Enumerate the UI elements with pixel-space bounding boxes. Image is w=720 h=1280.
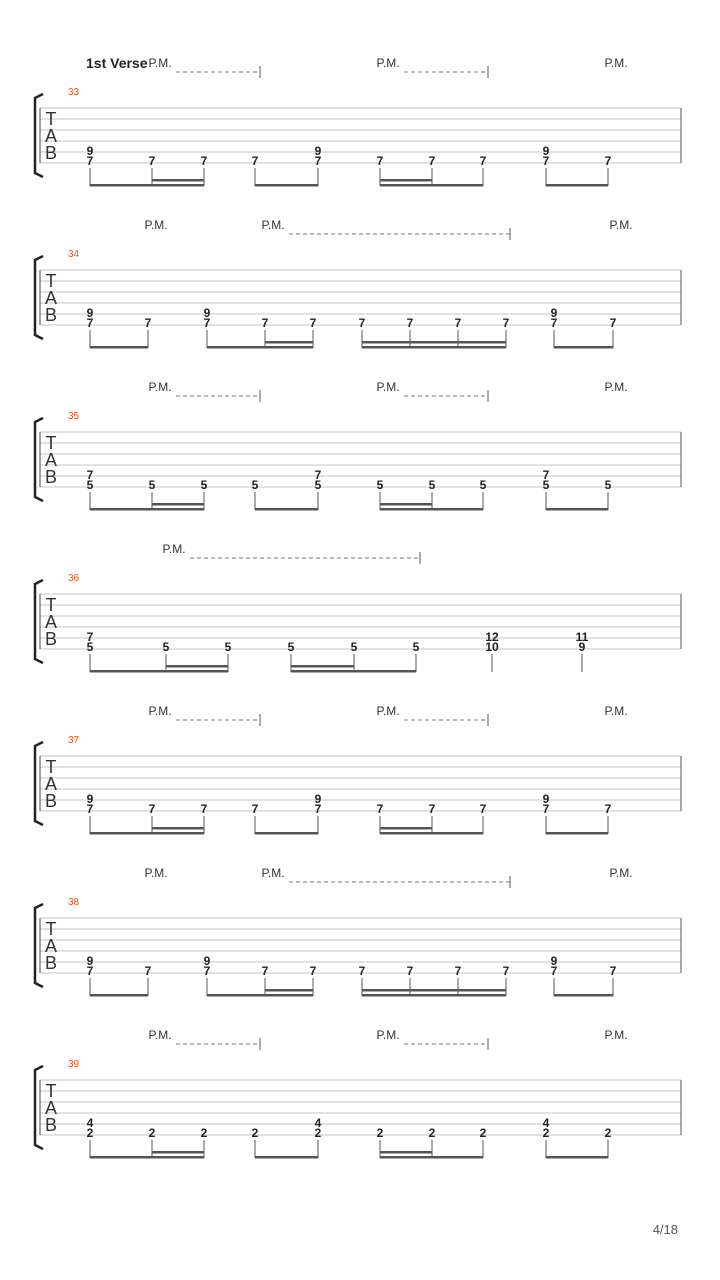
fret-number: 7 <box>314 154 322 168</box>
fret-number: 5 <box>86 640 94 654</box>
tab-system <box>35 542 681 673</box>
tab-clef-letter: A <box>44 774 58 794</box>
fret-number: 7 <box>251 802 259 816</box>
fret-number: 7 <box>358 316 366 330</box>
beam <box>546 508 608 511</box>
fret-number: 5 <box>412 640 420 654</box>
fret-number: 7 <box>604 802 612 816</box>
beam <box>380 184 483 187</box>
fret-number: 5 <box>162 640 170 654</box>
fret-number: 7 <box>203 964 211 978</box>
beam-secondary <box>380 827 432 830</box>
fret-number: 7 <box>502 964 510 978</box>
palm-mute-label: P.M. <box>148 56 172 70</box>
beam-secondary <box>380 1151 432 1154</box>
fret-number: 9 <box>314 792 322 806</box>
fret-number: 7 <box>358 964 366 978</box>
beam <box>255 508 318 511</box>
beam <box>255 1156 318 1159</box>
beam-secondary <box>362 989 506 992</box>
fret-number: 7 <box>261 964 269 978</box>
fret-number: 5 <box>350 640 358 654</box>
tab-clef-letter: T <box>45 109 57 129</box>
beam <box>362 346 506 349</box>
fret-number: 7 <box>428 802 436 816</box>
beam <box>380 1156 483 1159</box>
beam-secondary <box>152 179 204 182</box>
tab-system <box>35 704 681 835</box>
beam-secondary <box>152 503 204 506</box>
measure-number: 35 <box>68 411 80 422</box>
fret-number: 2 <box>314 1126 322 1140</box>
palm-mute-label: P.M. <box>148 380 172 394</box>
beam <box>207 346 313 349</box>
fret-number: 7 <box>86 316 94 330</box>
fret-number: 7 <box>314 468 322 482</box>
tab-system <box>35 866 681 997</box>
system-bracket <box>35 256 43 339</box>
fret-number: 7 <box>148 154 156 168</box>
fret-number: 9 <box>86 792 94 806</box>
section-title: 1st Verse <box>86 55 148 71</box>
fret-number: 7 <box>309 316 317 330</box>
fret-number: 5 <box>376 478 384 492</box>
beam-secondary <box>380 503 432 506</box>
fret-number: 7 <box>502 316 510 330</box>
beam-secondary <box>265 989 313 992</box>
measure-number: 36 <box>68 573 80 584</box>
tab-clef-letter: B <box>44 791 58 811</box>
beam-secondary <box>152 1151 204 1154</box>
fret-number: 5 <box>287 640 295 654</box>
fret-number: 9 <box>86 144 94 158</box>
fret-number: 7 <box>550 964 558 978</box>
beam <box>90 184 204 187</box>
fret-number: 9 <box>542 144 550 158</box>
fret-number: 7 <box>314 802 322 816</box>
beam-secondary <box>166 665 228 668</box>
tab-clef-letter: T <box>45 919 57 939</box>
palm-mute-label: P.M. <box>604 380 628 394</box>
beam <box>380 832 483 835</box>
fret-number: 7 <box>309 964 317 978</box>
beam <box>255 184 318 187</box>
fret-number: 7 <box>86 964 94 978</box>
fret-number: 9 <box>203 306 211 320</box>
beam <box>90 994 148 997</box>
fret-number: 5 <box>200 478 208 492</box>
palm-mute-label: P.M. <box>604 56 628 70</box>
fret-number: 5 <box>251 478 259 492</box>
fret-number: 2 <box>542 1126 550 1140</box>
beam <box>291 670 416 673</box>
fret-number: 2 <box>479 1126 487 1140</box>
fret-number: 7 <box>604 154 612 168</box>
fret-number: 7 <box>376 154 384 168</box>
fret-number: 7 <box>86 630 94 644</box>
tab-clef-letter: A <box>44 288 58 308</box>
palm-mute-label: P.M. <box>148 704 172 718</box>
palm-mute-label: P.M. <box>609 218 633 232</box>
beam <box>90 832 204 835</box>
fret-number: 2 <box>251 1126 259 1140</box>
palm-mute-label: P.M. <box>144 866 168 880</box>
fret-number: 9 <box>550 954 558 968</box>
palm-mute-label: P.M. <box>604 1028 628 1042</box>
beam <box>90 670 228 673</box>
fret-number: 7 <box>609 316 617 330</box>
beam <box>207 994 313 997</box>
fret-number: 9 <box>86 306 94 320</box>
palm-mute-label: P.M. <box>148 1028 172 1042</box>
tab-clef-letter: T <box>45 757 57 777</box>
fret-number: 7 <box>200 802 208 816</box>
system-bracket <box>35 742 43 825</box>
fret-number: 2 <box>376 1126 384 1140</box>
measure-number: 33 <box>68 87 80 98</box>
tab-clef-letter: T <box>45 595 57 615</box>
tab-clef-letter: B <box>44 467 58 487</box>
tab-system <box>35 1028 681 1159</box>
fret-number: 7 <box>428 154 436 168</box>
fret-number: 5 <box>604 478 612 492</box>
fret-number: 4 <box>542 1116 550 1130</box>
fret-number: 7 <box>542 468 550 482</box>
fret-number: 9 <box>542 792 550 806</box>
tab-clef-letter: B <box>44 1115 58 1135</box>
fret-number: 2 <box>86 1126 94 1140</box>
fret-number: 2 <box>148 1126 156 1140</box>
fret-number: 5 <box>314 478 322 492</box>
palm-mute-label: P.M. <box>376 56 400 70</box>
fret-number: 7 <box>479 154 487 168</box>
system-bracket <box>35 418 43 501</box>
system-bracket <box>35 94 43 177</box>
fret-number: 12 <box>485 630 499 644</box>
palm-mute-label: P.M. <box>261 218 285 232</box>
fret-number: 7 <box>203 316 211 330</box>
tab-system <box>35 56 681 187</box>
fret-number: 9 <box>550 306 558 320</box>
beam-secondary <box>265 341 313 344</box>
palm-mute-label: P.M. <box>144 218 168 232</box>
palm-mute-label: P.M. <box>376 380 400 394</box>
system-bracket <box>35 904 43 987</box>
tab-system <box>35 218 681 349</box>
measure-number: 39 <box>68 1059 80 1070</box>
fret-number: 7 <box>86 802 94 816</box>
beam <box>554 346 613 349</box>
fret-number: 9 <box>86 954 94 968</box>
fret-number: 9 <box>203 954 211 968</box>
fret-number: 7 <box>144 964 152 978</box>
fret-number: 7 <box>454 316 462 330</box>
fret-number: 2 <box>604 1126 612 1140</box>
fret-number: 7 <box>542 154 550 168</box>
fret-number: 7 <box>144 316 152 330</box>
fret-number: 5 <box>86 478 94 492</box>
beam <box>362 994 506 997</box>
fret-number: 7 <box>251 154 259 168</box>
fret-number: 5 <box>148 478 156 492</box>
fret-number: 5 <box>428 478 436 492</box>
palm-mute-label: P.M. <box>162 542 186 556</box>
fret-number: 7 <box>550 316 558 330</box>
fret-number: 7 <box>86 154 94 168</box>
beam-secondary <box>362 341 506 344</box>
measure-number: 38 <box>68 897 80 908</box>
fret-number: 5 <box>479 478 487 492</box>
tab-clef-letter: B <box>44 953 58 973</box>
beam-secondary <box>152 827 204 830</box>
fret-number: 7 <box>261 316 269 330</box>
measure-number: 37 <box>68 735 80 746</box>
fret-number: 7 <box>454 964 462 978</box>
fret-number: 7 <box>148 802 156 816</box>
fret-number: 7 <box>200 154 208 168</box>
fret-number: 7 <box>542 802 550 816</box>
measure-number: 34 <box>68 249 80 260</box>
fret-number: 2 <box>200 1126 208 1140</box>
beam-secondary <box>380 179 432 182</box>
tab-clef-letter: T <box>45 271 57 291</box>
page-number: 4/18 <box>652 1222 678 1237</box>
beam <box>90 346 148 349</box>
fret-number: 7 <box>376 802 384 816</box>
tab-clef-letter: B <box>44 143 58 163</box>
fret-number: 7 <box>609 964 617 978</box>
system-bracket <box>35 580 43 663</box>
tab-clef-letter: A <box>44 1098 58 1118</box>
tab-systems <box>35 56 681 1159</box>
palm-mute-label: P.M. <box>609 866 633 880</box>
tab-clef-letter: T <box>45 1081 57 1101</box>
system-bracket <box>35 1066 43 1149</box>
fret-number: 9 <box>314 144 322 158</box>
beam <box>380 508 483 511</box>
tab-clef-letter: A <box>44 612 58 632</box>
tab-clef-letter: T <box>45 433 57 453</box>
palm-mute-label: P.M. <box>261 866 285 880</box>
fret-number: 5 <box>224 640 232 654</box>
fret-number: 10 <box>485 640 499 654</box>
fret-number: 2 <box>428 1126 436 1140</box>
fret-number: 7 <box>406 316 414 330</box>
palm-mute-label: P.M. <box>376 1028 400 1042</box>
beam <box>546 832 608 835</box>
beam <box>546 1156 608 1159</box>
fret-number: 7 <box>86 468 94 482</box>
fret-number: 7 <box>406 964 414 978</box>
tab-clef-letter: A <box>44 936 58 956</box>
tab-clef-letter: A <box>44 450 58 470</box>
beam <box>554 994 613 997</box>
fret-number: 9 <box>578 640 586 654</box>
beam <box>255 832 318 835</box>
beam <box>90 1156 204 1159</box>
tab-system <box>35 380 681 511</box>
fret-number: 4 <box>86 1116 94 1130</box>
fret-number: 4 <box>314 1116 322 1130</box>
beam <box>546 184 608 187</box>
beam <box>90 508 204 511</box>
beam-secondary <box>291 665 354 668</box>
tab-clef-letter: A <box>44 126 58 146</box>
fret-number: 11 <box>575 630 589 644</box>
palm-mute-label: P.M. <box>376 704 400 718</box>
fret-number: 5 <box>542 478 550 492</box>
tab-clef-letter: B <box>44 305 58 325</box>
fret-number: 7 <box>479 802 487 816</box>
palm-mute-label: P.M. <box>604 704 628 718</box>
tab-clef-letter: B <box>44 629 58 649</box>
